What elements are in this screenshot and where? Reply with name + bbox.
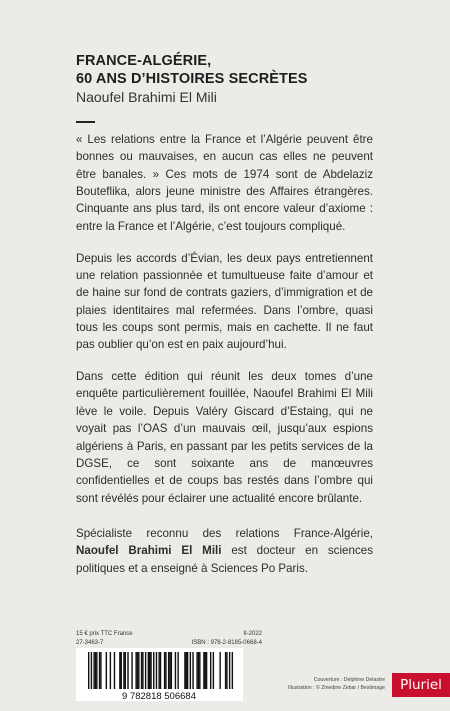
barcode-bar — [138, 652, 139, 689]
barcode — [76, 648, 243, 701]
barcode-bar — [150, 652, 151, 689]
barcode-bar — [131, 652, 132, 689]
blurb-paragraph-3: Dans cette édition qui réunit les deux tomes d’une enquête particulièrement fouillée, Naoufel Brahimi El Mili lève le voile. Depuis Valéry Giscard d’Estaing, qui ne voyait pas l’OAS d’un mauvais œil, jusqu’aux espions algériens à Paris, en passant par les petits services de la DGSE, ce sont soixante ans de manœuvres confidentielles et de coups bas restés dans l’ombre qui sont révélés pour éclairer une actualité encore brûlante. — [76, 370, 373, 505]
barcode-bar — [125, 652, 126, 689]
barcode-bar — [175, 652, 176, 689]
barcode-bar — [190, 652, 191, 689]
barcode-bar — [142, 652, 143, 689]
illustration-credit: Illustration : © Zinedine Zebar / Bestimage — [288, 685, 385, 691]
barcode-bar — [114, 652, 115, 689]
barcode-bar — [93, 652, 94, 689]
author-bio — [76, 525, 373, 577]
bio-author-name: Naoufel Brahimi El Mili — [76, 544, 222, 558]
blurb-paragraph-1: « Les relations entre la France et l’Algérie peuvent être bonnes ou mauvaises, en aucun cas elles ne peuvent être banales. » Ces mots de 1974 sont de Abdelaziz Bouteflika, alors jeune ministre des Affaires étrangères. Cinquante ans plus tard, ils ont encore valeur d’axiome : entre la France et l’Algérie, c’est toujours compliqué. — [76, 133, 373, 233]
barcode-bar — [141, 652, 142, 689]
barcode-bar — [229, 652, 230, 689]
barcode-bar — [198, 652, 199, 689]
product-code: 27-3463-7 — [76, 640, 104, 646]
barcode-bar — [96, 652, 97, 689]
isbn: ISBN : 978-2-8185-0668-4 — [191, 640, 262, 646]
barcode-bar — [232, 652, 233, 689]
barcode-bar — [168, 652, 169, 689]
cover-credit: Couverture : Delphine Delastre — [313, 677, 385, 683]
barcode-bar — [199, 652, 200, 689]
barcode-bar — [123, 652, 124, 689]
barcode-bar — [187, 652, 188, 689]
barcode-bar — [119, 652, 120, 689]
barcode-bar — [186, 652, 187, 689]
barcode-bar — [95, 652, 96, 689]
barcode-bar — [149, 652, 150, 689]
barcode-bar — [219, 652, 220, 689]
bio-text-start: Spécialiste reconnu des relations France-Algérie, — [76, 526, 373, 540]
barcode-bar — [106, 652, 107, 689]
barcode-bar — [100, 652, 101, 689]
barcode-bar — [121, 652, 122, 689]
barcode-bar — [177, 652, 178, 689]
barcode-bar — [127, 652, 128, 689]
barcode-bar — [226, 652, 227, 689]
barcode-bar — [160, 652, 161, 689]
barcode-bar — [192, 652, 193, 689]
barcode-bar — [158, 652, 159, 689]
title-line-2: 60 ANS D’HISTOIRES SECRÈTES — [76, 71, 308, 87]
barcode-digits: 9 782818 506684 — [122, 691, 196, 701]
barcode-bar — [137, 652, 138, 689]
edition-date: II-2022 — [243, 631, 262, 637]
barcode-bar — [91, 652, 92, 689]
barcode-bar — [206, 652, 207, 689]
barcode-bar — [145, 652, 146, 689]
book-title — [76, 52, 396, 88]
barcode-bar — [171, 652, 172, 689]
barcode-bar — [99, 652, 100, 689]
barcode-bar — [196, 652, 197, 689]
price-label: 15 € prix TTC France — [76, 631, 133, 637]
barcode-bar — [210, 652, 211, 689]
barcode-bar — [156, 652, 157, 689]
barcode-bar — [153, 652, 154, 689]
divider-rule — [76, 121, 95, 123]
barcode-bar — [169, 652, 170, 689]
barcode-bar — [88, 652, 89, 689]
barcode-bar — [205, 652, 206, 689]
publisher-logo: Pluriel — [392, 673, 450, 697]
credits — [255, 676, 385, 692]
barcode-bar — [184, 652, 185, 689]
blurb — [76, 131, 373, 591]
barcode-bar — [164, 652, 165, 689]
barcode-bar — [165, 652, 166, 689]
barcode-bar — [148, 652, 149, 689]
barcode-bar — [225, 652, 226, 689]
barcode-bar — [135, 652, 136, 689]
barcode-bar — [110, 652, 111, 689]
bio-text-end: est docteur en sciences politiques et a enseigné à Sciences Po Paris. — [76, 544, 373, 575]
title-line-1: FRANCE-ALGÉRIE, — [76, 53, 212, 69]
barcode-bar — [203, 652, 204, 689]
barcode-bar — [213, 652, 214, 689]
barcode-bars — [88, 652, 233, 689]
blurb-paragraph-2: Depuis les accords d’Évian, les deux pays entretiennent une relation passionnée et tumultueuse faite d’amour et de haine sur fond de contrats gaziers, d’immigration et de plaies identitaires mal refermées. Dans l’ombre, quasi tous les coups sont permis, mais en cachette. Il ne faut pas oublier qu’on est en paix aujourd’hui. — [76, 251, 373, 352]
price-block — [76, 630, 276, 648]
author-name: Naoufel Brahimi El Mili — [76, 89, 217, 105]
